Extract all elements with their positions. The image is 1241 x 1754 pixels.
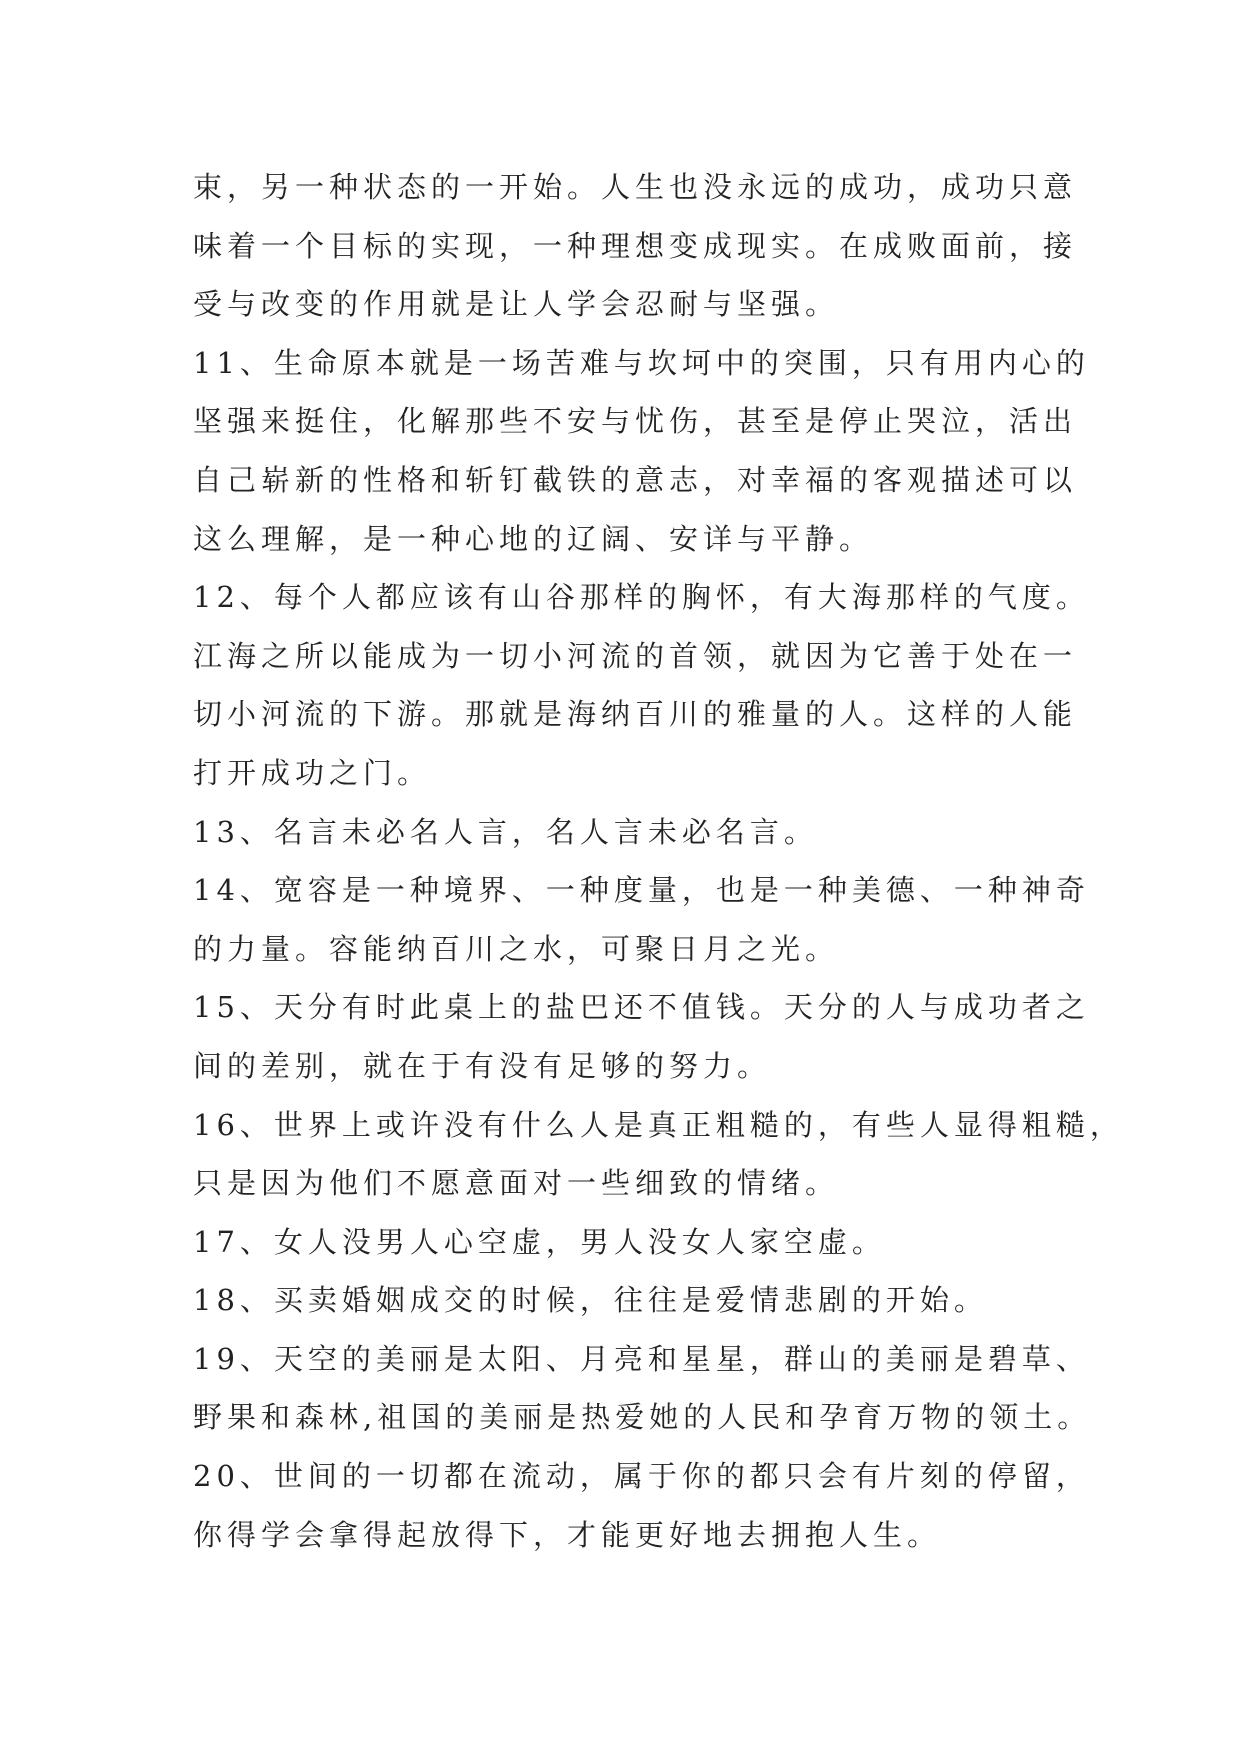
text-line: 受与改变的作用就是让人学会忍耐与坚强。 [193, 287, 840, 322]
document-body [193, 158, 1124, 1564]
text-line: 11、生命原本就是一场苦难与坎坷中的突围，只有用内心的 [193, 345, 1090, 380]
text-line: 间的差别，就在于有没有足够的努力。 [193, 1048, 772, 1083]
text-line: 15、天分有时此桌上的盐巴还不值钱。天分的人与成功者之 [193, 990, 1090, 1025]
text-line: 17、女人没男人心空虚，男人没女人家空虚。 [193, 1224, 886, 1259]
text-line: 18、买卖婚姻成交的时候，往往是爱情悲剧的开始。 [193, 1283, 988, 1318]
text-line: 束，另一种状态的一开始。人生也没永远的成功，成功只意 [193, 170, 1078, 204]
text-line: 野果和森林,祖国的美丽是热爱她的人民和孕育万物的领土。 [193, 1400, 1092, 1435]
text-line: 味着一个目标的实现，一种理想变成现实。在成败面前，接 [193, 228, 1078, 263]
text-line: 16、世界上或许没有什么人是真正粗糙的，有些人显得粗糙， [193, 1107, 1124, 1142]
text-line: 江海之所以能成为一切小河流的首领，就因为它善于处在一 [193, 638, 1078, 673]
text-line: 这么理解，是一种心地的辽阔、安详与平静。 [193, 521, 874, 556]
text-line: 切小河流的下游。那就是海纳百川的雅量的人。这样的人能 [193, 697, 1078, 732]
text-line: 坚强来挺住，化解那些不安与忧伤，甚至是停止哭泣，活出 [193, 404, 1078, 439]
text-line: 的力量。容能纳百川之水，可聚日月之光。 [193, 931, 840, 966]
text-line: 只是因为他们不愿意面对一些细致的情绪。 [193, 1166, 840, 1201]
text-line: 20、世间的一切都在流动，属于你的都只会有片刻的停留， [193, 1459, 1090, 1494]
text-line: 12、每个人都应该有山谷那样的胸怀，有大海那样的气度。 [193, 580, 1090, 615]
text-line: 13、名言未必名人言，名人言未必名言。 [193, 814, 818, 849]
text-line: 你得学会拿得起放得下，才能更好地去拥抱人生。 [193, 1517, 942, 1552]
text-line: 14、宽容是一种境界、一种度量，也是一种美德、一种神奇 [193, 873, 1090, 908]
text-line: 打开成功之门。 [193, 755, 432, 790]
text-line: 自己崭新的性格和斩钉截铁的意志，对幸福的客观描述可以 [193, 462, 1078, 497]
text-line: 19、天空的美丽是太阳、月亮和星星，群山的美丽是碧草、 [193, 1341, 1090, 1376]
